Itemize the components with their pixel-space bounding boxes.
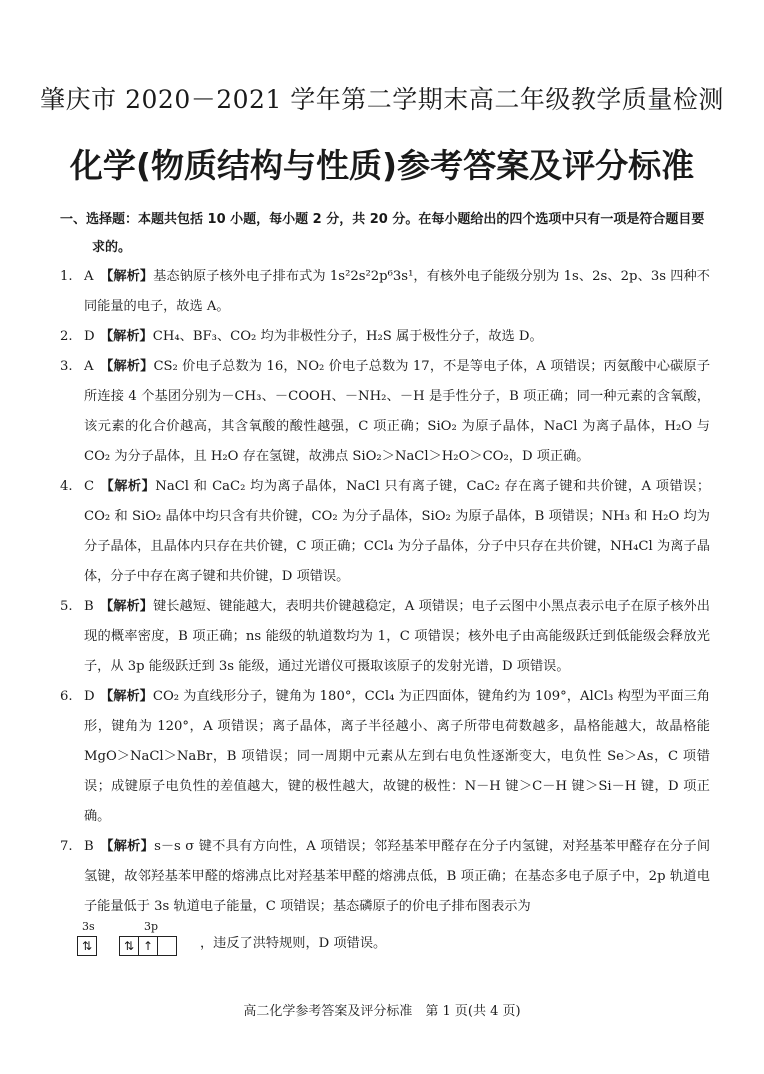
question-number: 1. bbox=[60, 269, 73, 284]
answer-letter: A bbox=[84, 359, 94, 374]
question-number: 5. bbox=[60, 599, 73, 614]
analysis-tag: 【解析】 bbox=[100, 269, 154, 284]
answer-letter: B bbox=[84, 599, 94, 614]
question-item bbox=[60, 832, 710, 922]
orbital-box: ⇅ bbox=[119, 936, 139, 956]
answer-letter: D bbox=[84, 689, 95, 704]
orbital-conclusion: ，违反了洪特规则，D 项错误。 bbox=[200, 936, 387, 951]
orbital-label-3s: 3s bbox=[82, 920, 95, 933]
analysis-text: s－s σ 键不具有方向性，A 项错误；邻羟基苯甲醛存在分子内氢键，对羟基苯甲醛存在分子间氢键，故邻羟基苯甲醛的熔沸点比对羟基苯甲醛的熔沸点低，B 项正确；在基态多电子原子中，2p 轨道电子能量低于 3s 轨道电子能量，C 项错误；基态磷原子的价电子排布图表示为 bbox=[84, 839, 710, 914]
analysis-text: 键长越短、键能越大，表明共价键越稳定，A 项错误；电子云图中小黑点表示电子在原子核外出现的概率密度，B 项正确；ns 能级的轨道数均为 1，C 项错误；核外电子由高能级跃迁到低能级会释放光子，从 3p 能级跃迁到 3s 能级，通过光谱仪可摄取该原子的发射光谱，D 项错误。 bbox=[84, 599, 710, 674]
question-item bbox=[60, 322, 710, 352]
analysis-text: CO₂ 为直线形分子，键角为 180°，CCl₄ 为正四面体，键角约为 109°，AlCl₃ 构型为平面三角形，键角为 120°，A 项错误；离子晶体，离子半径越小、离子所带电荷数越多，晶格能越大，故晶格能 MgO＞NaCl＞NaBr，B 项错误；同一周期中元素从左到右电负性逐渐变大，电负性 Se＞As，C 项错误；成键原子电负性的差值越大，键的极性越大，故键的极性：N－H 键＞C－H 键＞Si－H 键，D 项正确。 bbox=[84, 689, 710, 824]
question-number: 7. bbox=[60, 839, 73, 854]
orbital-diagram bbox=[60, 920, 710, 964]
answer-letter: B bbox=[84, 839, 94, 854]
content-body bbox=[60, 200, 710, 964]
question-number: 4. bbox=[60, 479, 73, 494]
analysis-text: 基态钠原子核外电子排布式为 1s²2s²2p⁶3s¹，有核外电子能级分别为 1s、2s、2p、3s 四种不同能量的电子，故选 A。 bbox=[84, 269, 710, 314]
question-item bbox=[60, 592, 710, 682]
analysis-text: NaCl 和 CaC₂ 均为离子晶体，NaCl 只有离子键，CaC₂ 存在离子键和共价键，A 项错误；CO₂ 和 SiO₂ 晶体中均只含有共价键，CO₂ 为分子晶体，SiO₂ 为原子晶体，B 项错误；NH₃ 和 H₂O 均为分子晶体，且晶体内只存在共价键，C 项正确；CCl₄ 为分子晶体，分子中只存在共价键，NH₄Cl 为离子晶体，分子中存在离子键和共价键，D 项错误。 bbox=[84, 479, 711, 584]
analysis-tag: 【解析】 bbox=[100, 599, 154, 614]
exam-title: 肇庆市 2020－2021 学年第二学期末高二年级教学质量检测 bbox=[40, 85, 724, 114]
question-item bbox=[60, 352, 710, 472]
answer-key-title: 化学(物质结构与性质)参考答案及评分标准 bbox=[69, 146, 695, 185]
analysis-tag: 【解析】 bbox=[100, 329, 153, 344]
question-item bbox=[60, 472, 710, 592]
orbital-box: ⇅ bbox=[77, 936, 97, 956]
analysis-tag: 【解析】 bbox=[100, 689, 153, 704]
section-heading: 一、选择题：本题共包括 10 小题，每小题 2 分，共 20 分。在每小题给出的四个选项中只有一项是符合题目要求的。 bbox=[60, 212, 705, 255]
analysis-text: CH₄、BF₃、CO₂ 均为非极性分子，H₂S 属于极性分子，故选 D。 bbox=[152, 329, 543, 344]
answer-letter: C bbox=[84, 479, 95, 494]
orbital-label-3p: 3p bbox=[144, 920, 159, 933]
analysis-tag: 【解析】 bbox=[100, 359, 154, 374]
analysis-tag: 【解析】 bbox=[100, 839, 155, 854]
orbital-box: ↑ bbox=[138, 936, 158, 956]
analysis-text: CS₂ 价电子总数为 16，NO₂ 价电子总数为 17，不是等电子体，A 项错误；丙氨酸中心碳原子所连接 4 个基团分别为－CH₃、－COOH、－NH₂、－H 是手性分子，B 项正确；同一种元素的含氧酸，该元素的化合价越高，其含氧酸的酸性越强，C 项正确；SiO₂ 为原子晶体，NaCl 为离子晶体，H₂O 与 CO₂ 为分子晶体，且 H₂O 存在氢键，故沸点 SiO₂＞NaCl＞H₂O＞CO₂，D 项正确。 bbox=[84, 359, 711, 464]
orbital-boxes-3p bbox=[120, 936, 177, 956]
question-item bbox=[60, 262, 710, 322]
analysis-tag: 【解析】 bbox=[100, 479, 156, 494]
question-number: 6. bbox=[60, 689, 73, 704]
question-item bbox=[60, 682, 710, 832]
question-number: 2. bbox=[60, 329, 73, 344]
question-number: 3. bbox=[60, 359, 73, 374]
orbital-boxes-3s bbox=[78, 936, 97, 956]
orbital-box bbox=[157, 936, 177, 956]
answer-letter: D bbox=[84, 329, 95, 344]
answer-letter: A bbox=[84, 269, 94, 284]
page-footer: 高二化学参考答案及评分标准 第 1 页(共 4 页) bbox=[243, 1004, 521, 1019]
